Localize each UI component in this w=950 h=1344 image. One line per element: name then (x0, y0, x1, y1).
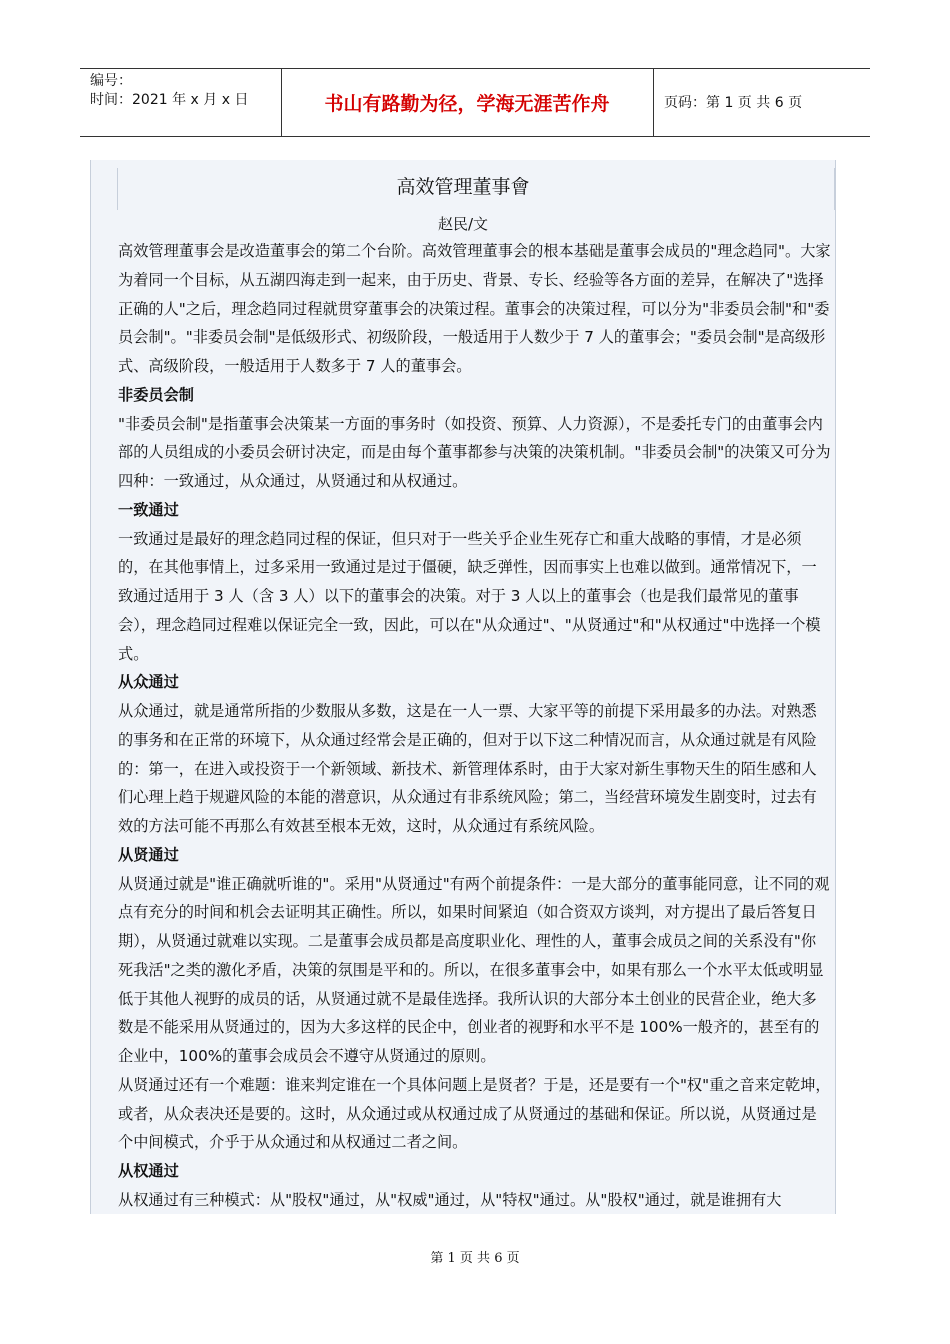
unanimous-paragraph: 一致通过是最好的理念趋同过程的保证，但只对于一些关乎企业生死存亡和重大战略的事情，才是必须的，在其他事情上，过多采用一致通过是过于僵硬，缺乏弹性，因而事实上也难以做到。通常情况下，一致通过适用于 3 人（含 3 人）以下的董事会的决策。对于 3 人以上的董事会（也是我们最常见的董事会），理念趋同过程难以保证完全一致，因此，可以在"从众通过"、"从贤通过"和"从权通过"中选择一个模式。 (118, 529, 821, 663)
article-body (118, 237, 831, 1215)
section-heading-merit: 从贤通过 (118, 845, 179, 864)
article-author: 赵民/文 (437, 215, 489, 233)
number-label: 编号： (90, 73, 132, 89)
section-heading-non-committee: 非委员会制 (118, 385, 194, 404)
majority-paragraph: 从众通过，就是通常所指的少数服从多数，这是在一人一票、大家平等的前提下采用最多的办法。对熟悉的事务和在正常的环境下，从众通过经常会是正确的，但对于以下这二种情况而言，从众通过就是有风险的：第一，在进入或投资于一个新领域、新技术、新管理体系时，由于大家对新生事物天生的陌生感和人们心理上趋于规避风险的本能的潜意识，从众通过有非系统风险；第二，当经营环境发生剧变时，过去有效的方法可能不再那么有效甚至根本无效，这时，从众通过有系统风险。 (118, 702, 817, 835)
header-page-info: 页码：第 1 页 共 6 页 (664, 95, 803, 111)
motto-text: 书山有路勤为径，学海无涯苦作舟 (324, 93, 610, 115)
non-committee-paragraph: "非委员会制"是指董事会决策某一方面的事务时（如投资、预算、人力资源），不是委托专门的由董事会内部的人员组成的小委员会研讨决定，而是由每个董事都参与决策的决策机制。"非委员会制"的决策又可分为四种：一致通过，从众通过，从贤通过和从权通过。 (118, 414, 831, 490)
page-footer: 第 1 页 共 6 页 (430, 1251, 520, 1266)
authority-paragraph: 从权通过有三种模式：从"股权"通过，从"权威"通过，从"特权"通过。从"股权"通过，就是谁拥有大 (118, 1190, 782, 1209)
document-header (80, 68, 870, 137)
header-meta-cell (80, 69, 282, 136)
header-motto-cell (281, 69, 654, 136)
header-page-cell (654, 69, 870, 136)
intro-paragraph: 高效管理董事会是改造董事会的第二个台阶。高效管理董事会的根本基础是董事会成员的"理念趋同"。大家为着同一个目标，从五湖四海走到一起来，由于历史、背景、专长、经验等各方面的差异，在解决了"选择正确的人"之后，理念趋同过程就贯穿董事会的决策过程。董事会的决策过程，可以分为"非委员会制"和"委员会制"。"非委员会制"是低级形式、初级阶段，一般适用于人数少于 7 人的董事会；"委员会制"是高级形式、高级阶段，一般适用于人数多于 7 人的董事会。 (118, 242, 831, 375)
merit-paragraph-2: 从贤通过还有一个难题：谁来判定谁在一个具体问题上是贤者？于是，还是要有一个"权"重之音来定乾坤，或者，从众表决还是要的。这时，从众通过或从权通过成了从贤通过的基础和保证。所以说，从贤通过是个中间模式，介乎于从众通过和从权通过二者之间。 (118, 1075, 831, 1152)
section-heading-majority: 从众通过 (118, 673, 179, 692)
section-heading-unanimous: 一致通过 (118, 500, 179, 519)
article-frame (90, 160, 836, 1214)
article-title: 高效管理董事會 (396, 176, 530, 198)
merit-paragraph-1: 从贤通过就是"谁正确就听谁的"。采用"从贤通过"有两个前提条件：一是大部分的董事能同意，让不同的观点有充分的时间和机会去证明其正确性。所以，如果时间紧迫（如合资双方谈判，对方提出了最后答复日期），从贤通过就难以实现。二是董事会成员都是高度职业化、理性的人，董事会成员之间的关系没有"你死我活"之类的激化矛盾，决策的氛围是平和的。所以，在很多董事会中，如果有那么一个水平太低或明显低于其他人视野的成员的话，从贤通过就不是最佳选择。我所认识的大部分本土创业的民营企业，绝大多数是不能采用从贤通过的，因为大多这样的民企中，创业者的视野和水平不是 100%一般齐的，甚至有的企业中，100%的董事会成员会不遵守从贤通过的原则。 (118, 874, 830, 1065)
section-heading-authority: 从权通过 (118, 1162, 179, 1180)
time-label: 时间：2021 年 x 月 x 日 (90, 92, 249, 108)
